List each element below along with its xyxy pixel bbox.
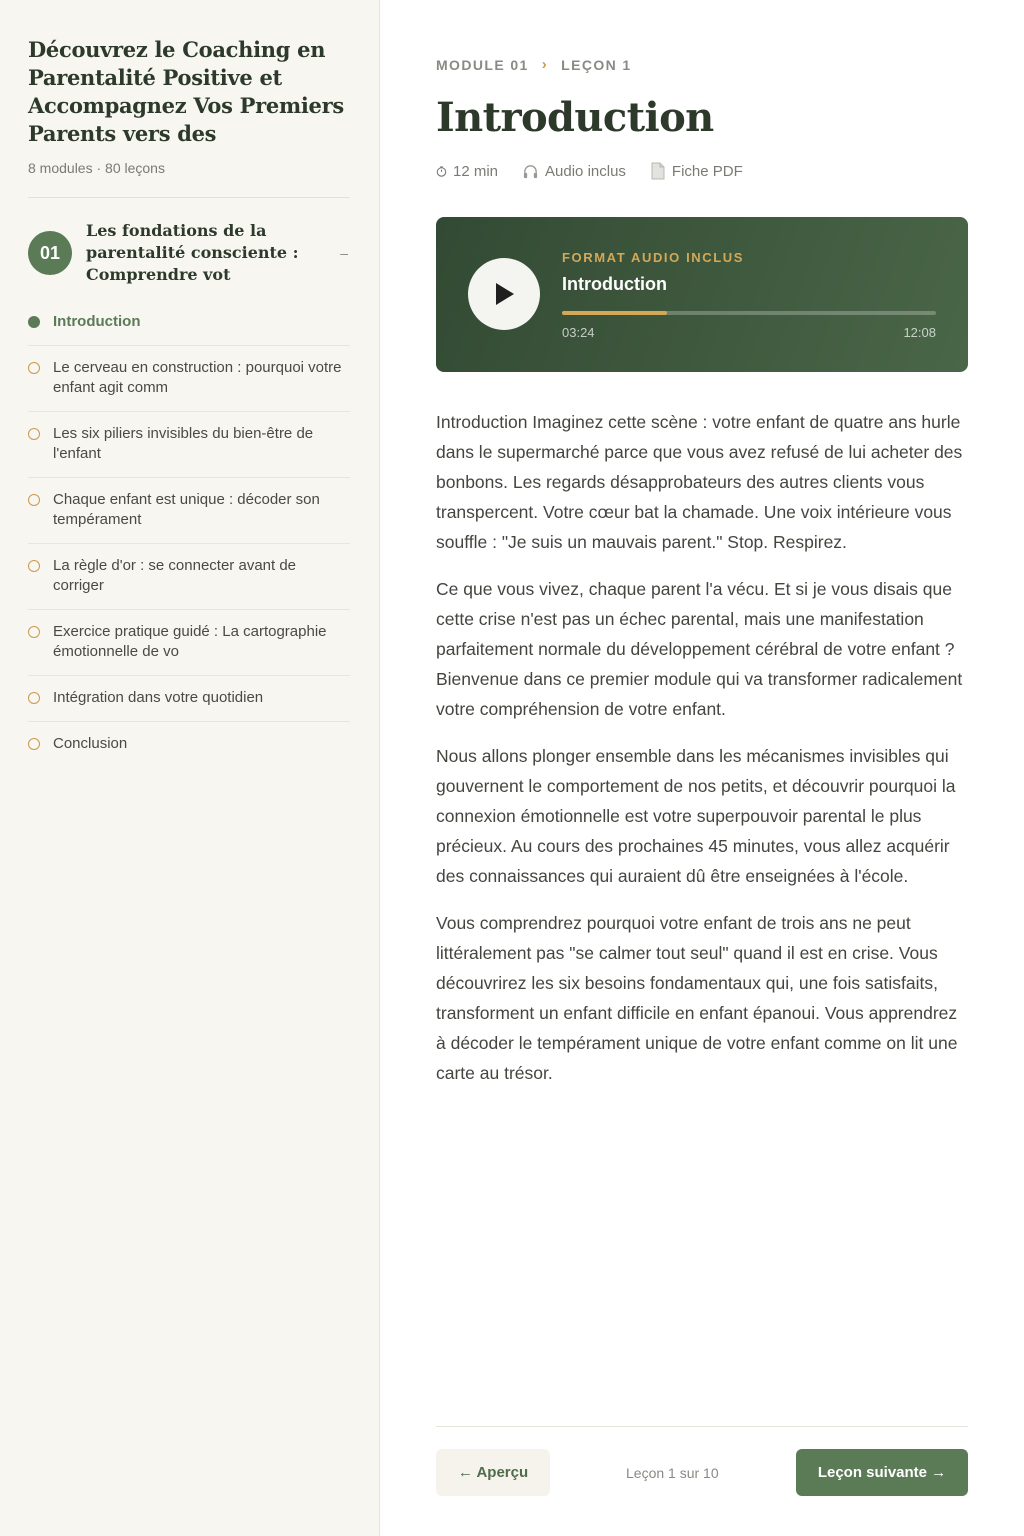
lesson-status-dot-icon <box>28 626 40 638</box>
lesson-status-dot-icon <box>28 316 40 328</box>
lesson-status-dot-icon <box>28 560 40 572</box>
audio-meta <box>522 163 626 180</box>
duration-text: 12 min <box>453 162 499 180</box>
course-title: Découvrez le Coaching en Parentalité Positive et Accompagnez Vos Premiers Parents vers des <box>28 37 344 146</box>
lesson-item[interactable] <box>28 676 350 722</box>
lesson-label: Intégration dans votre quotidien <box>53 689 264 706</box>
module-header[interactable] <box>28 220 350 286</box>
breadcrumb-lesson: LEÇON 1 <box>561 56 632 73</box>
clock-icon <box>436 166 447 177</box>
lesson-item[interactable] <box>28 544 350 610</box>
module-number-badge: 01 <box>28 231 72 275</box>
lesson-label: La règle d'or : se connecter avant de corriger <box>53 557 297 594</box>
lesson-list <box>28 300 350 767</box>
document-icon <box>650 162 666 180</box>
lesson-status-dot-icon <box>28 428 40 440</box>
collapse-icon[interactable]: – <box>340 245 348 261</box>
lesson-label: Les six piliers invisibles du bien-être de l'enfant <box>53 425 314 462</box>
previous-button[interactable]: ← Aperçu <box>436 1449 550 1496</box>
pdf-text: Fiche PDF <box>671 162 743 180</box>
body-paragraph: Introduction Imaginez cette scène : votre enfant de quatre ans hurle dans le supermarché parce que vous avez refusé de lui acheter des bonbons. Les regards désapprobateurs des autres clients vous transpercent. Votre cœur bat la chamade. Une voix intérieure vous souffle : "Je suis un mauvais parent." Stop. Respirez. <box>436 412 963 552</box>
lesson-status-dot-icon <box>28 362 40 374</box>
lesson-item[interactable] <box>28 610 350 676</box>
pdf-meta[interactable] <box>650 162 743 180</box>
lesson-label: Conclusion <box>53 735 128 752</box>
play-icon <box>492 281 516 307</box>
lesson-body <box>436 407 970 1105</box>
lesson-label: Chaque enfant est unique : décoder son tempérament <box>53 491 320 528</box>
page-title: Introduction <box>436 94 714 141</box>
audio-progress-bar[interactable] <box>562 311 936 315</box>
body-paragraph: Vous comprendrez pourquoi votre enfant de trois ans ne peut littéralement pas "se calmer tout seul" quand il est en crise. Vous découvrirez les six besoins fondamentaux qui, une fois satisfaits, transforment un enfant difficile en enfant épanoui. Vous apprendrez à décoder le tempérament unique de votre enfant comme on lit une carte au trésor. <box>436 913 958 1083</box>
audio-player <box>436 217 968 372</box>
lesson-item[interactable] <box>28 478 350 544</box>
course-sidebar <box>0 0 380 1536</box>
lesson-status-dot-icon <box>28 692 40 704</box>
duration-meta <box>436 163 498 180</box>
breadcrumb <box>436 56 632 73</box>
breadcrumb-module[interactable]: MODULE 01 <box>436 56 529 73</box>
player-track-title: Introduction <box>562 274 667 294</box>
module-title: Les fondations de la parentalité consciente : Comprendre vot <box>86 221 299 284</box>
lesson-item[interactable] <box>28 412 350 478</box>
total-time: 12:08 <box>903 325 936 340</box>
play-button[interactable] <box>468 258 540 330</box>
lesson-item[interactable] <box>28 300 350 346</box>
lesson-meta <box>436 162 767 180</box>
lesson-label: Le cerveau en construction : pourquoi votre enfant agit comm <box>53 359 342 396</box>
body-paragraph: Nous allons plonger ensemble dans les mécanismes invisibles qui gouvernent le comportement de nos petits, et découvrir pourquoi la connexion émotionnelle est votre superpouvoir parental le plus précieux. Au cours des prochaines 45 minutes, vous allez acquérir des connaissances qui auraient dû être enseignées à l'école. <box>436 746 956 886</box>
chevron-right-icon: › <box>541 56 549 73</box>
player-label: FORMAT AUDIO INCLUS <box>562 250 745 265</box>
audio-progress-fill <box>562 311 667 315</box>
course-meta: 8 modules · 80 leçons <box>28 160 165 176</box>
body-paragraph: Ce que vous vivez, chaque parent l'a vécu. Et si je vous disais que cette crise n'est pas un échec parental, mais une manifestation parfaitement normale du développement cérébral de votre enfant ? Bienvenue dans ce premier module qui va transformer radicalement votre compréhension de votre enfant. <box>436 579 963 719</box>
lesson-item[interactable] <box>28 346 350 412</box>
headphones-icon <box>522 163 539 180</box>
audio-text: Audio inclus <box>545 162 626 180</box>
lesson-label: Introduction <box>53 313 141 330</box>
lesson-pager: Leçon 1 sur 10 <box>626 1465 719 1481</box>
lesson-label: Exercice pratique guidé : La cartographie émotionnelle de vo <box>53 623 327 660</box>
lesson-content <box>436 0 968 1536</box>
lesson-status-dot-icon <box>28 738 40 750</box>
lesson-status-dot-icon <box>28 494 40 506</box>
current-time: 03:24 <box>562 325 595 340</box>
next-lesson-button[interactable]: Leçon suivante → <box>796 1449 968 1496</box>
lesson-item[interactable] <box>28 722 350 767</box>
sidebar-divider <box>28 197 350 198</box>
footer-divider <box>436 1426 968 1427</box>
